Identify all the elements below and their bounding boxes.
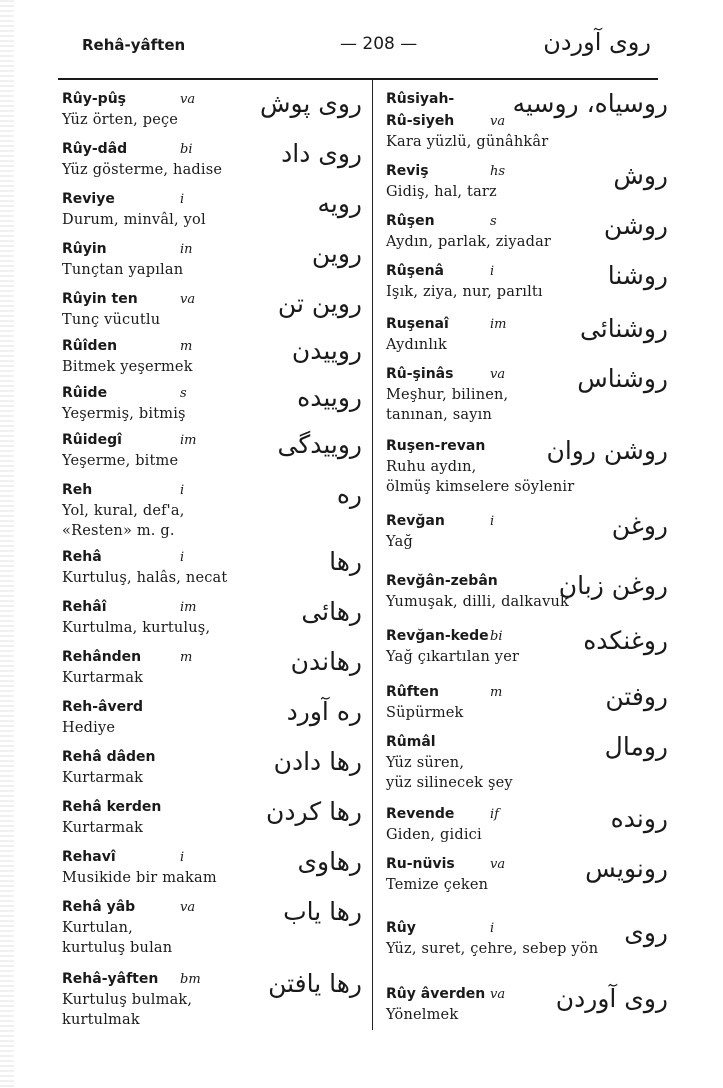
entry-definition: Kurtarmak: [62, 670, 144, 686]
right-column: [386, 82, 668, 1032]
entry-grammar-tag: va: [180, 900, 196, 915]
entry-headword: Reviye: [62, 191, 115, 207]
entry-arabic-script: روشنا: [607, 261, 668, 290]
entry-arabic-script: رونویس: [585, 854, 668, 883]
entry-arabic-script: روشن: [603, 211, 668, 240]
entry-arabic-script: روین: [311, 239, 362, 268]
entry-definition: kurtulmak: [62, 1012, 140, 1028]
entry-headword: Revğân-zebân: [386, 573, 498, 589]
entry-definition: Kurtarmak: [62, 770, 144, 786]
entry-headword: Rehâ dâden: [62, 749, 156, 765]
entry-arabic-script: روین تن: [277, 289, 362, 318]
entry-headword: Rûyin: [62, 241, 107, 257]
entry-arabic-script: رونده: [610, 804, 668, 833]
entry-grammar-tag: hs: [490, 164, 506, 179]
entry-definition: Aydınlık: [386, 337, 447, 353]
entry-definition: Yönelmek: [386, 1007, 459, 1023]
entry-grammar-tag: i: [180, 850, 185, 865]
entry-arabic-script: ره: [336, 480, 362, 509]
entry-definition: Yağ çıkartılan yer: [386, 649, 520, 665]
entry-headword: Rûmâl: [386, 734, 436, 750]
entry-headword: Revğan-kede: [386, 628, 489, 644]
entry-grammar-tag: if: [490, 807, 499, 822]
entry-arabic-script: رهاندن: [290, 647, 362, 676]
entry-arabic-script: روفتن: [605, 682, 668, 711]
entry-definition: Kurtarmak: [62, 820, 144, 836]
entry-headword: Rû-siyeh: [386, 113, 455, 129]
entry-headword: Rûsiyah-: [386, 91, 455, 107]
entry-grammar-tag: i: [490, 514, 495, 529]
entry-definition: tanınan, sayın: [386, 407, 493, 423]
entry-definition: Bitmek yeşermek: [62, 359, 193, 375]
entry-arabic-script: رها دادن: [273, 747, 362, 776]
entry-arabic-script: روی پوش: [259, 89, 362, 118]
entry-headword: Rehâ yâb: [62, 899, 136, 915]
entry-definition: Işık, ziya, nur, parıltı: [386, 284, 543, 300]
entry-arabic-script: روسیاه، روسیه: [512, 89, 668, 118]
page-number: — 208 —: [340, 34, 418, 54]
entry-arabic-script: ره آورد: [286, 697, 362, 726]
entry-arabic-script: رها یاب: [283, 897, 362, 926]
entry-headword: Rehavî: [62, 849, 116, 865]
header-rule: [58, 78, 658, 80]
entry-grammar-tag: bi: [490, 629, 503, 644]
left-column: [62, 82, 362, 1032]
entry-arabic-script: رومال: [604, 732, 668, 761]
entry-arabic-script: رهاوی: [297, 847, 362, 876]
entry-definition: Yeşermiş, bitmiş: [62, 406, 186, 422]
scan-edge-noise: [0, 0, 14, 1088]
entry-grammar-tag: m: [180, 339, 193, 354]
entry-arabic-script: روی: [624, 918, 668, 947]
entry-grammar-tag: s: [490, 214, 497, 229]
entry-arabic-script: روی آوردن: [555, 984, 668, 1013]
entry-definition: Yüz örten, peçe: [62, 112, 179, 128]
entry-headword: Rehâ: [62, 549, 102, 565]
entry-definition: Tunç vücutlu: [62, 312, 161, 328]
entry-definition: Kurtulma, kurtuluş,: [62, 620, 211, 636]
entry-headword: Rûşen: [386, 213, 435, 229]
entry-grammar-tag: va: [490, 114, 506, 129]
entry-arabic-script: رها یافتن: [268, 969, 362, 998]
entry-definition: kurtuluş bulan: [62, 940, 173, 956]
entry-headword: Rûide: [62, 385, 108, 401]
entry-headword: Rûy: [386, 920, 416, 936]
entry-headword: Reh-âverd: [62, 699, 144, 715]
entry-arabic-script: روییدگی: [277, 430, 362, 459]
entry-definition: Yüz gösterme, hadise: [62, 162, 223, 178]
entry-definition: Gidiş, hal, tarz: [386, 184, 497, 200]
entry-grammar-tag: im: [180, 433, 197, 448]
entry-arabic-script: روش: [613, 161, 668, 190]
entry-headword: Reviş: [386, 163, 429, 179]
entry-definition: Tunçtan yapılan: [62, 262, 184, 278]
entry-arabic-script: روشنائی: [579, 314, 668, 343]
entry-arabic-script: روغنکده: [583, 626, 668, 655]
entry-grammar-tag: bm: [180, 972, 201, 987]
entry-definition: «Resten» m. g.: [62, 523, 175, 539]
entry-definition: Aydın, parlak, ziyadar: [386, 234, 552, 250]
entry-definition: Yumuşak, dilli, dalkavuk: [386, 594, 569, 610]
entry-definition: Yol, kural, def'a,: [62, 503, 185, 519]
entry-headword: Rûy-dâd: [62, 141, 128, 157]
entry-headword: Rûy-pûş: [62, 91, 127, 107]
entry-definition: Ruhu aydın,: [386, 459, 477, 475]
entry-headword: Rûîden: [62, 338, 118, 354]
entry-definition: ölmüş kimselere söylenir: [386, 479, 575, 495]
header-guide-word: Rehâ-yâften: [82, 36, 186, 54]
entry-grammar-tag: i: [490, 264, 495, 279]
entry-arabic-script: رهائی: [301, 597, 362, 626]
entry-definition: Yüz süren,: [386, 755, 465, 771]
entry-grammar-tag: s: [180, 386, 187, 401]
entry-grammar-tag: va: [490, 367, 506, 382]
entry-grammar-tag: in: [180, 242, 193, 257]
column-divider: [372, 80, 373, 1030]
page-header: [0, 28, 723, 68]
entry-definition: Süpürmek: [386, 705, 464, 721]
entry-grammar-tag: i: [180, 483, 185, 498]
entry-definition: Kurtulan,: [62, 920, 133, 936]
entry-definition: Yeşerme, bitme: [62, 453, 179, 469]
entry-grammar-tag: va: [490, 857, 506, 872]
entry-arabic-script: روشناس: [577, 364, 668, 393]
header-arabic-guide-word: روی آوردن: [543, 28, 651, 56]
entry-definition: Meşhur, bilinen,: [386, 387, 509, 403]
entry-grammar-tag: im: [180, 600, 197, 615]
entry-headword: Rû-şinâs: [386, 366, 454, 382]
entry-headword: Rehâ kerden: [62, 799, 162, 815]
entry-definition: Durum, minvâl, yol: [62, 212, 206, 228]
entry-definition: Yüz, suret, çehre, sebep yön: [386, 941, 599, 957]
entry-grammar-tag: i: [180, 550, 185, 565]
entry-headword: Rûidegî: [62, 432, 122, 448]
entry-grammar-tag: va: [490, 987, 506, 1002]
entry-headword: Rehâ-yâften: [62, 971, 159, 987]
entry-headword: Rehânden: [62, 649, 142, 665]
entry-headword: Ru-nüvis: [386, 856, 455, 872]
entry-definition: Musikide bir makam: [62, 870, 217, 886]
entry-definition: Giden, gidici: [386, 827, 482, 843]
entry-headword: Revğan: [386, 513, 445, 529]
entry-headword: Rûyin ten: [62, 291, 138, 307]
entry-grammar-tag: va: [180, 92, 196, 107]
entry-headword: Rehâî: [62, 599, 107, 615]
entry-headword: Rûy âverden: [386, 986, 486, 1002]
entry-headword: Ruşenaî: [386, 316, 449, 332]
entry-grammar-tag: i: [490, 921, 495, 936]
entry-grammar-tag: m: [180, 650, 193, 665]
entry-arabic-script: رها: [329, 547, 362, 576]
entry-arabic-script: روییدن: [291, 336, 362, 365]
entry-definition: Kara yüzlü, günâhkâr: [386, 134, 549, 150]
entry-definition: yüz silinecek şey: [386, 775, 513, 791]
entry-definition: Hediye: [62, 720, 116, 736]
entry-headword: Revende: [386, 806, 455, 822]
entry-grammar-tag: im: [490, 317, 507, 332]
entry-headword: Rûşenâ: [386, 263, 444, 279]
entry-arabic-script: روی داد: [281, 139, 362, 168]
entry-arabic-script: روییده: [297, 383, 362, 412]
entry-definition: Yağ: [386, 534, 413, 550]
entry-headword: Reh: [62, 482, 93, 498]
entry-arabic-script: روغن: [611, 511, 668, 540]
entry-grammar-tag: i: [180, 192, 185, 207]
entry-grammar-tag: va: [180, 292, 196, 307]
entry-definition: Kurtuluş, halâs, necat: [62, 570, 228, 586]
entry-definition: Kurtuluş bulmak,: [62, 992, 193, 1008]
entry-definition: Temize çeken: [386, 877, 489, 893]
entry-grammar-tag: bi: [180, 142, 193, 157]
entry-grammar-tag: m: [490, 685, 503, 700]
entry-headword: Rûften: [386, 684, 439, 700]
entry-arabic-script: رویه: [317, 189, 362, 218]
entry-arabic-script: روغن زبان: [558, 571, 668, 600]
entry-headword: Ruşen-revan: [386, 438, 486, 454]
entry-arabic-script: روشن روان: [546, 436, 668, 465]
entry-arabic-script: رها کردن: [265, 797, 362, 826]
